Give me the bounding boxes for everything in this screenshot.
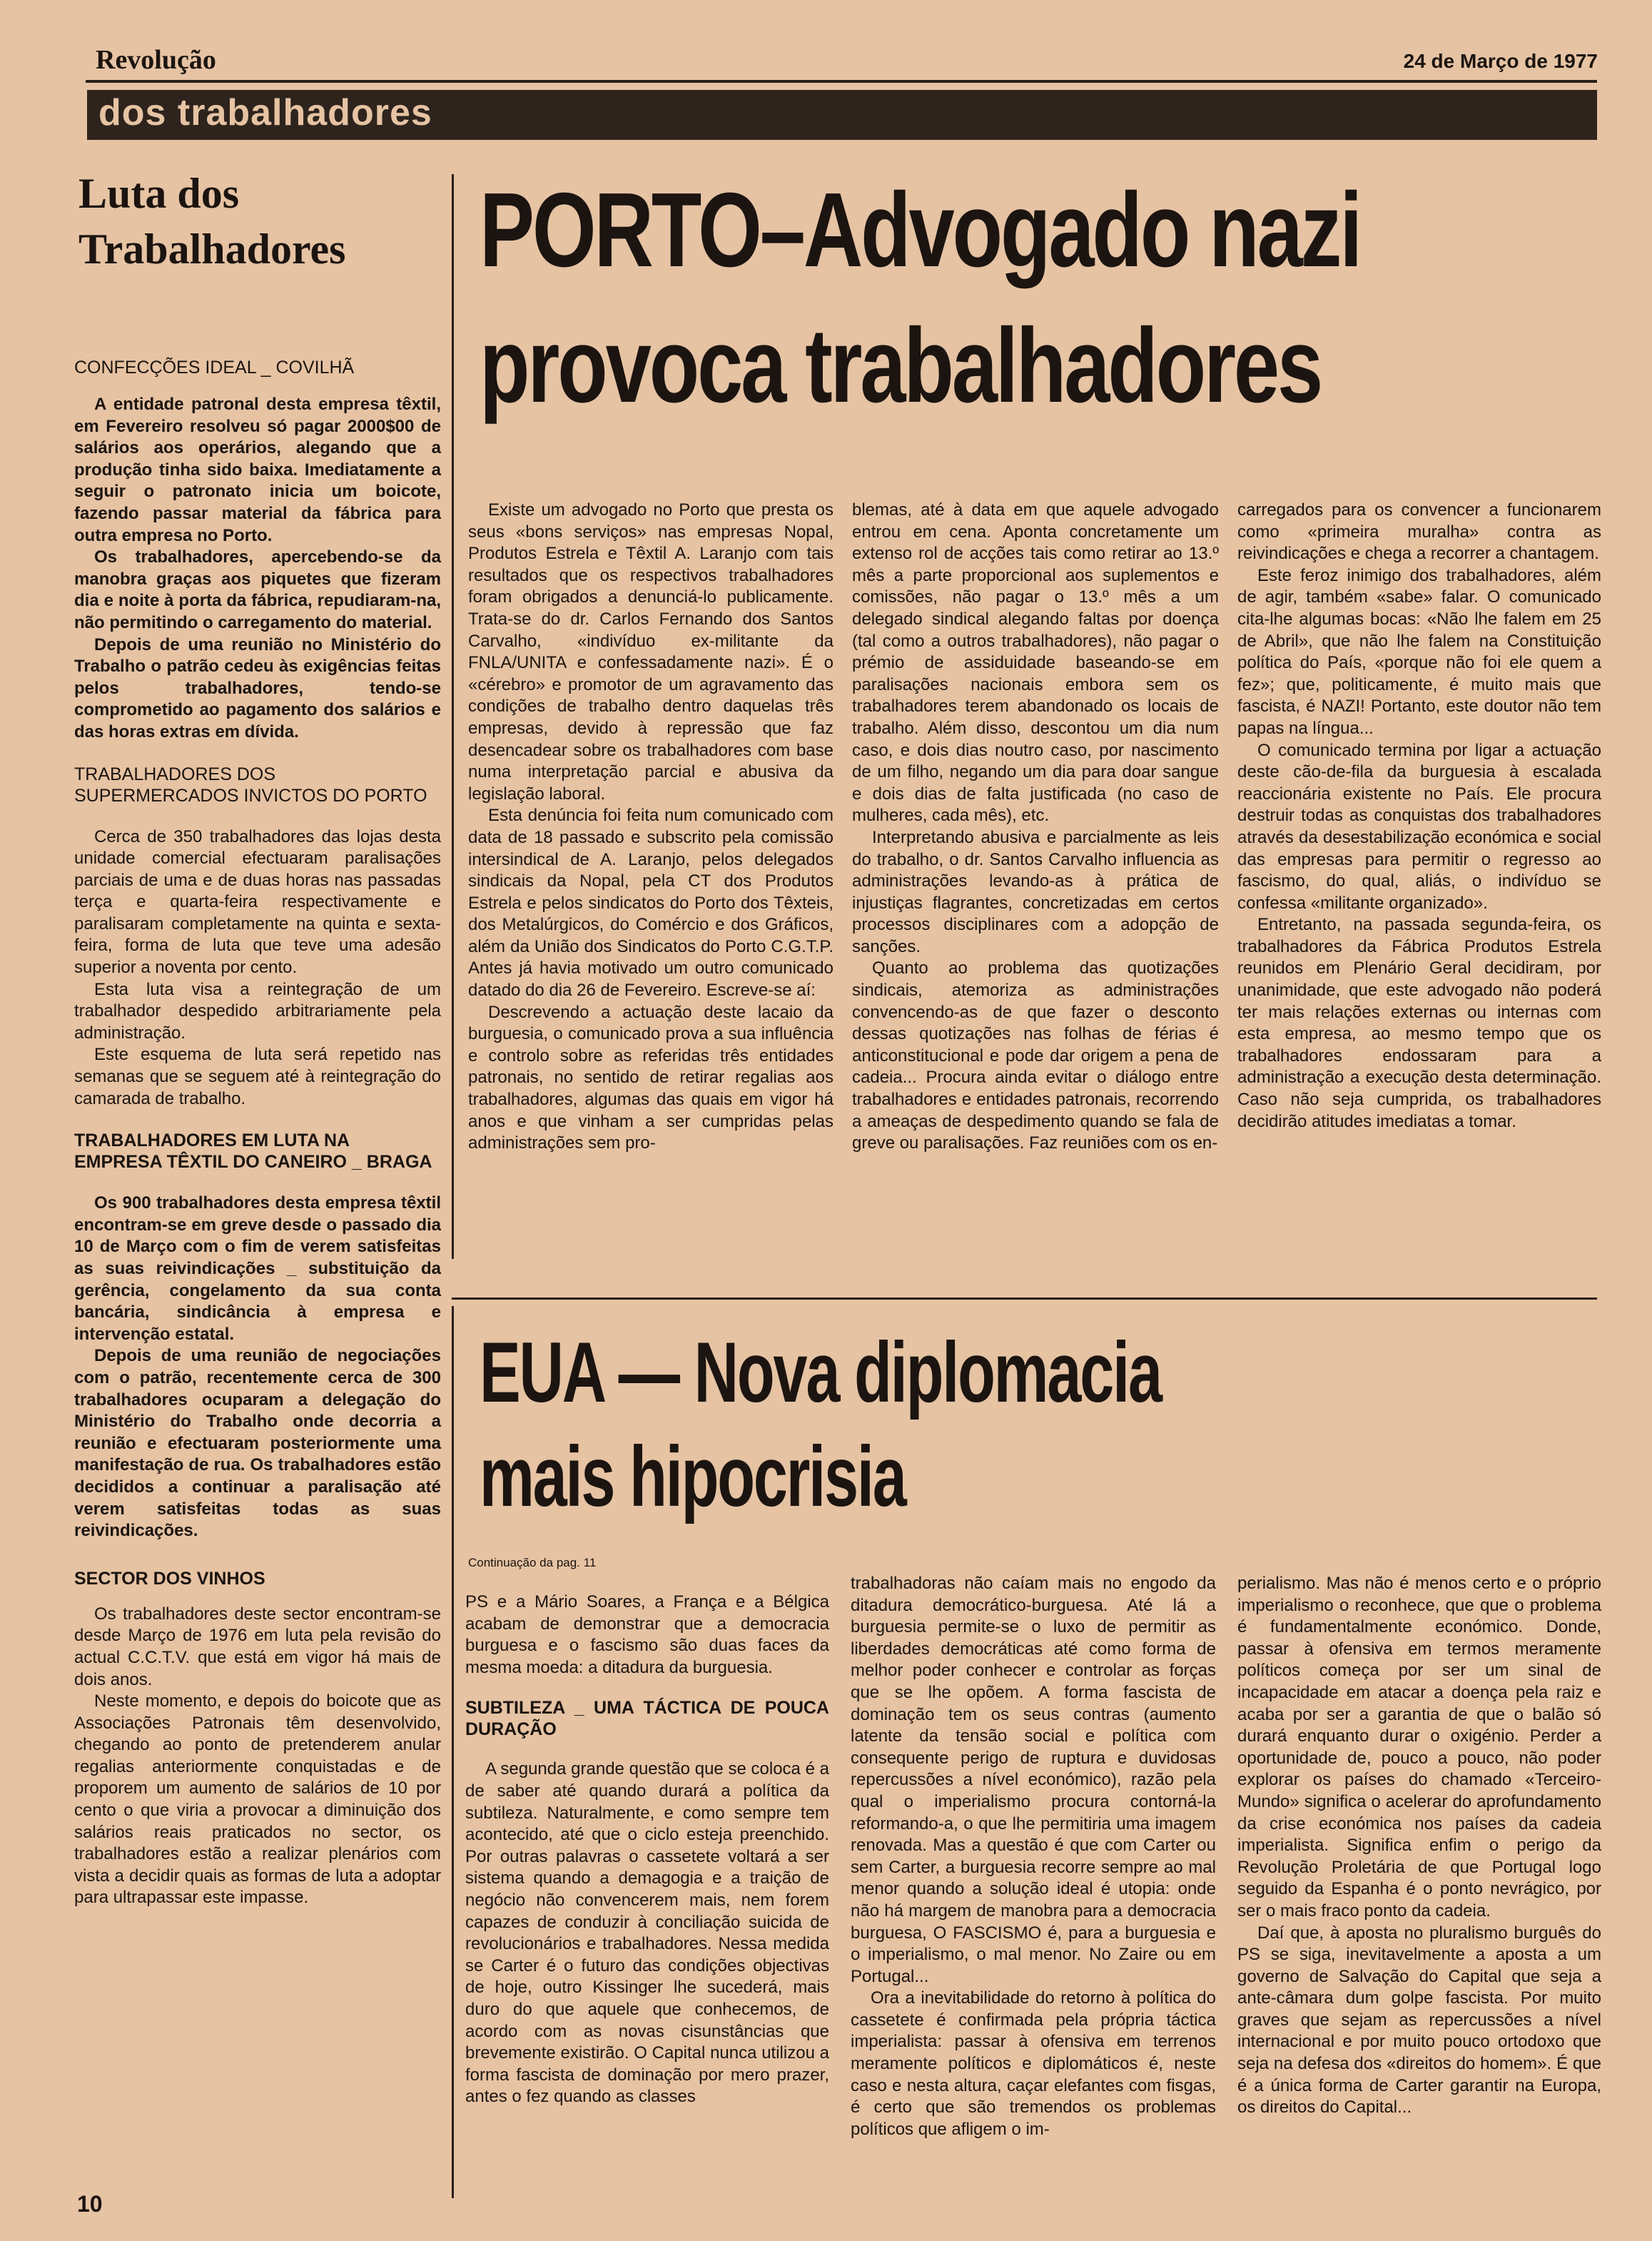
sidebar-heading-1: CONFECÇÕES IDEAL _ COVILHÃ	[74, 358, 355, 378]
article2-col3	[1237, 1573, 1601, 2119]
article2-paragraph: perialismo. Mas não é menos certo e o próprio imperialismo o reconhece, que que o problema é fundamentalmente económico. Donde, passar à ofensiva em termos meramente políticos começa por ser um sinal de incapacidade em atacar a doença pela raiz e acaba por ser a garantia de que o balão só durará enquanto durar o oxigénio. Perder a oportunidade de, pouco a pouco, não poder explorar os países do chamado «Terceiro-Mundo» significa o acelerar do aprofundamento da crise económica nos países da cadeia imperialista. Significa enfim o perigo da Revolução Proletária de que Portugal logo seguido da Espanha é o ponto nevrágico, por ser o mais fraco ponto da cadeia.	[1237, 1574, 1601, 1921]
sidebar-paragraph: Os trabalhadores deste sector encontram-se desde Março de 1976 em luta pela revisão do actual C.C.T.V. que está em vigor há mais de dois anos.	[74, 1604, 441, 1689]
article2-paragraph: Ora a inevitabilidade do retorno à política do cassetete é confirmada pela própria táctica imperialista: passar à ofensiva em terrenos meramente políticos e diplomáticos é, neste caso e nesta altura, caçar elefantes com fisgas, é certo que são tremendos os problemas políticos que afligem o im-	[851, 1988, 1216, 2139]
article1-paragraph: Interpretando abusiva e parcialmente as leis do trabalho, o dr. Santos Carvalho influencia as administrações levando-as à prática de injustiças flagrantes, concretizadas em certos processos disciplinares com a adopção de sanções.	[852, 827, 1219, 956]
article-divider	[452, 1297, 1597, 1300]
sidebar-column	[74, 357, 441, 1909]
issue-date: 24 de Março de 1977	[1403, 50, 1598, 72]
masthead-name: Revolução	[96, 45, 216, 75]
sidebar-paragraph: Os trabalhadores, apercebendo-se da manobra graças aos piquetes que fizeram dia e noite à porta da fábrica, repudiaram-na, não permitindo o carregamento do material.	[74, 547, 441, 632]
article1-paragraph: Descrevendo a actuação deste lacaio da burguesia, o comunicado prova a sua influência e controlo sobre as referidas três entidades patronais, no sentido de retirar regalias aos trabalhadores, algumas das quais em vigor há anos e que vinham a ser cumpridas pelas administrações sem pro-	[468, 1002, 833, 1153]
sidebar-heading-2: TRABALHADORES DOS SUPERMERCADOS INVICTOS DO PORTO	[74, 764, 427, 806]
column-divider-lower	[452, 1306, 454, 2198]
article1-paragraph: Este feroz inimigo dos trabalhadores, além de agir, também «sabe» falar. O comunicado cita-lhe algumas bocas: «Não lhe falem em 25 de Abril», que não lhe falem na Constituição política do País, «porque não foi ele quem a fez»; que, politicamente, é muito mais que fascista, é NAZI! Portanto, este doutor não tem papas na língua...	[1237, 565, 1601, 738]
section-banner-text: dos trabalhadores	[98, 92, 432, 133]
article2-paragraph: trabalhadoras não caíam mais no engodo da ditadura democrático-burguesa. Até lá a burguesia permite-se o luxo de permitir as liberdades democráticas até como forma de melhor poder conhecer e controlar as forças que se lhe opõem. A forma fascista de dominação tem os seus contras (aumento latente da tensão social e política com consequente perigo de ruptura e duvidosas repercussões a nível económico), razão pela qual o imperialismo procura contorná-la reformando-a, o que lhe permitiria uma imagem renovada. Mas a questão é que com Carter ou sem Carter, a burguesia recorre sempre ao mal menor quando a solução ideal é utopia: onde não há margem de manobra para a democracia burguesa, O FASCISMO é, para a burguesia e o imperialismo, o mal menor. No Zaire ou em Portugal...	[851, 1574, 1216, 1986]
page-number: 10	[77, 2191, 103, 2217]
article1-paragraph: Quanto ao problema das quotizações sindicais, atemoriza as administrações convencendo-as de que fazer o desconto dessas quotizações nas folhas de férias é anticonstitucional e pode dar origem a pena de cadeia... Procura ainda evitar o diálogo entre trabalhadores e entidades patronais, recorrendo a ameaças de despedimento quando se fala de greve ou paralisações. Faz reuniões com os en-	[852, 958, 1219, 1153]
sidebar-title: Luta dos Trabalhadores	[78, 170, 346, 273]
sidebar-heading-3: TRABALHADORES EM LUTA NA EMPRESA TÊXTIL DO CANEIRO _ BRAGA	[74, 1130, 432, 1173]
article2-paragraph: A segunda grande questão que se coloca é a de saber até quando durará a política da subtileza. Naturalmente, e como sempre tem acontecido, até que o ciclo esteja preenchido. Por outras palavras o cassetete voltará a ser sistema quando a demagogia e a traição de negócio não convencerem mais, nem forem capazes de conduzir à conciliação suicida de revolucionários e trabalhadores. Nessa medida se Carter é o futuro das condições objectivas de hoje, outro Kissinger lhe sucederá, mais duro do que aquele que conhecemos, de acordo com as novas cisunstâncias que brevemente existirão. O Capital nunca utilizou a forma fascista de dominação por mero prazer, antes o fez quando as classes	[465, 1759, 829, 2107]
article2-col2	[851, 1573, 1216, 2140]
sidebar-paragraph: Este esquema de luta será repetido nas semanas que se seguem até à reintegração do camarada de trabalho.	[74, 1045, 441, 1108]
article1-col2	[852, 500, 1219, 1155]
article2-headline-line2: mais hipocrisia	[480, 1429, 906, 1524]
article1-col1	[468, 500, 833, 1155]
article1-paragraph: carregados para os convencer a funcionarem como «primeira muralha» contra as reivindicações e chega a recorrer a chantagem.	[1237, 500, 1601, 564]
article1-paragraph: blemas, até à data em que aquele advogado entrou em cena. Aponta concretamente um extenso rol de acções tais como retirar ao 13.º mês a parte proporcional aos suplementos e comissões, não pagar o 13.º mês a um delegado sindical alegando faltas por doença (tal como a outros trabalhadores), não pagar o prémio de assiduidade baseando-se em paralisações nacionais embora sem os trabalhadores terem abandonado os locais de trabalho. Além disso, descontou um dia num caso, e dois dias noutro caso, por nascimento de um filho, negando um dia para doar sangue e dois dias de falta justificada (no caso de mulheres, cada mês), etc.	[852, 500, 1219, 826]
continuation-note: Continuação da pag. 11	[468, 1556, 597, 1569]
sidebar-paragraph: Esta luta visa a reintegração de um trabalhador despedido arbitrariamente pela administração.	[74, 979, 441, 1043]
article1-paragraph: O comunicado termina por ligar a actuação deste cão-de-fila da burguesia à escalada reaccionária existente no País. Ele procura destruir todas as conquistas dos trabalhadores através da desestabilização económica e social das empresas para permitir o regresso ao fascismo, do qual, aliás, o indivíduo se confessa «militante organizado».	[1237, 740, 1601, 913]
article2-intro: PS e a Mário Soares, a França e a Bélgica acabam de demonstrar que a democracia burguesa e o fascismo são duas faces da mesma moeda: a ditadura da burguesia.	[465, 1592, 829, 1677]
sidebar-heading-4: SECTOR DOS VINHOS	[74, 1568, 265, 1589]
article1-paragraph: Existe um advogado no Porto que presta os seus «bons serviços» nas empresas Nopal, Produtos Estrela e Têxtil A. Laranjo com tais resultados que os respectivos trabalhadores foram obrigados a denunciá-lo publicamente. Trata-se do dr. Carlos Fernando dos Santos Carvalho, «indivíduo ex-militante da FNLA/UNITA e confessadamente nazi». É o «cérebro» e promotor de um agravamento das condições de trabalho dentro daquelas três empresas, devido à repressão que faz desencadear sobre os trabalhadores com base numa interpretação parcial e abusiva da legislação laboral.	[468, 500, 833, 804]
article1-headline-line1: PORTO–Advogado nazi	[480, 171, 1361, 289]
article1-col3	[1237, 500, 1601, 1133]
sidebar-paragraph: A entidade patronal desta empresa têxtil, em Fevereiro resolveu só pagar 2000$00 de salários aos operários, alegando que a produção tinha sido baixa. Imediatamente a seguir o patronato inicia um boicote, fazendo passar material da fábrica para outra empresa no Porto.	[74, 395, 441, 545]
sidebar-paragraph: Cerca de 350 trabalhadores das lojas desta unidade comercial efectuaram paralisações parciais de uma e de duas horas nas passadas terça e quarta-feira respectivamente e paralisaram completamente na quinta e sexta-feira, forma de luta que teve uma adesão superior a noventa por cento.	[74, 826, 441, 978]
article2-headline-line1: EUA — Nova diplomacia	[480, 1325, 1161, 1420]
masthead-rule	[86, 80, 1597, 83]
article2-subheading: SUBTILEZA _ UMA TÁCTICA DE POUCA DURAÇÃO	[465, 1698, 829, 1740]
article1-headline	[480, 163, 1359, 434]
article2-col1	[465, 1592, 829, 2108]
article2-paragraph: Daí que, à aposta no pluralismo burguês do PS se siga, inevitavelmente a aposta a um governo de Salvação do Capital que seja a ante-câmara dum golpe fascista. Por muito graves que sejam as repercussões a nível internacional e por muito pouco ortodoxo que seja na defesa dos «direitos do homem». É que é a única forma de Carter garantir na Europa, os direitos do Capital...	[1237, 1923, 1601, 2118]
article1-paragraph: Entretanto, na passada segunda-feira, os trabalhadores da Fábrica Produtos Estrela reunidos em Plenário Geral decidiram, por unanimidade, que este advogado não poderá ter mais relações externas ou internas com esta empresa, ao mesmo tempo que os trabalhadores endossaram para a administração a execução desta determinação. Caso não seja cumprida, os trabalhadores decidirão atitudes imediatas a tomar.	[1237, 915, 1601, 1131]
article1-headline-line2: provoca trabalhadores	[480, 307, 1322, 425]
sidebar-paragraph: Os 900 trabalhadores desta empresa têxtil encontram-se em greve desde o passado dia 10 de Março com o fim de verem satisfeitas as suas reivindicações _ substituição da gerência, congelamento da sua conta bancária, sindicância à empresa e intervenção estatal.	[74, 1193, 441, 1344]
article1-paragraph: Esta denúncia foi feita num comunicado com data de 18 passado e subscrito pela comissão intersindical de A. Laranjo, pelos delegados sindicais da Nopal, pela CT dos Produtos Estrela e pelos sindicatos do Porto dos Têxteis, dos Metalúrgicos, do Comércio e dos Gráficos, além da União dos Sindicatos do Porto C.G.T.P. Antes já havia motivado um outro comunicado datado do dia 26 de Fevereiro. Escreve-se aí:	[468, 806, 833, 1001]
column-divider	[452, 174, 454, 1259]
article2-headline	[480, 1320, 1302, 1529]
sidebar-paragraph: Neste momento, e depois do boicote que as Associações Patronais têm desenvolvido, chegando ao ponto de pretenderem anular regalias anteriormente conquistadas e de proporem um aumento de salários de 10 por cento o que viria a provocar a diminuição dos salários reais praticados no sector, os trabalhadores estão a realizar plenários com vista a decidir quais as formas de luta a adoptar para ultrapassar este impasse.	[74, 1691, 441, 1908]
sidebar-paragraph: Depois de uma reunião no Ministério do Trabalho o patrão cedeu às exigências feitas pelos trabalhadores, tendo-se comprometido ao pagamento dos salários e das horas extras em dívida.	[74, 634, 441, 742]
sidebar-paragraph: Depois de uma reunião de negociações com o patrão, recentemente cerca de 300 trabalhadores ocuparam a delegação do Ministério do Trabalho onde decorria a reunião e efectuaram posteriormente uma manifestação de rua. Os trabalhadores estão decididos a continuar a paralisação até verem satisfeitas todas as suas reivindicações.	[74, 1346, 441, 1541]
